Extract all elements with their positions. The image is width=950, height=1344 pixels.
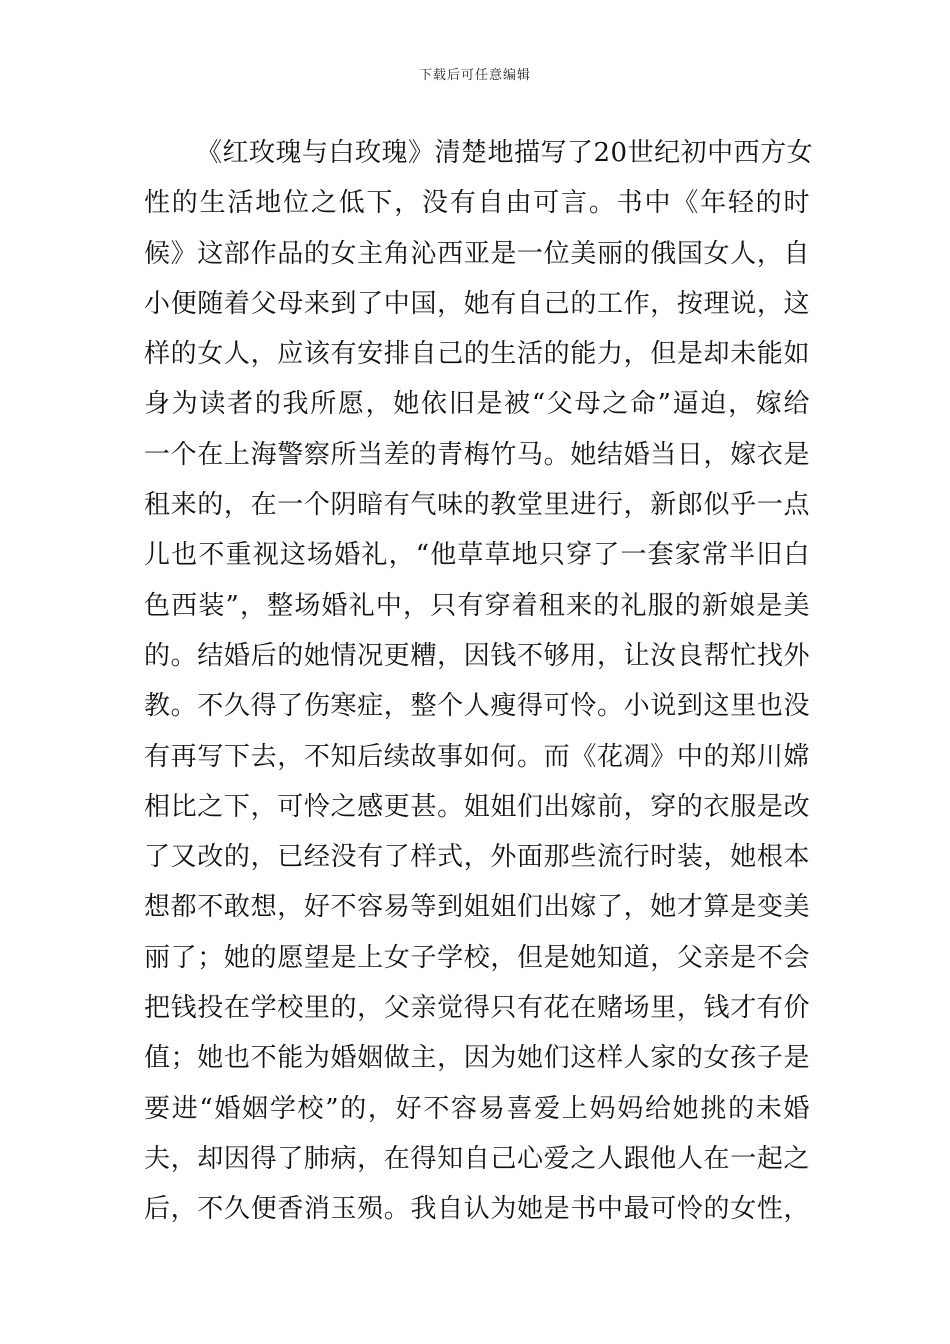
text-line: 了又改的，已经没有了样式，外面那些流行时装，她根本 bbox=[144, 842, 810, 873]
text-line: 丽了；她的愿望是上女子学校，但是她知道，父亲是不会 bbox=[144, 942, 810, 973]
text-line: 把钱投在学校里的，父亲觉得只有花在赌场里，钱才有价 bbox=[144, 993, 810, 1024]
text-line: 色西装”，整场婚礼中，只有穿着租来的礼服的新娘是美 bbox=[144, 590, 810, 621]
text-line: 夫，却因得了肺病，在得知自己心爱之人跟他人在一起之 bbox=[144, 1143, 810, 1174]
text-line: 的。结婚后的她情况更糟，因钱不够用，让汝良帮忙找外 bbox=[144, 640, 810, 671]
text-line: 性的生活地位之低下，没有自由可言。书中《年轻的时 bbox=[144, 188, 810, 219]
text-line: 想都不敢想，好不容易等到姐姐们出嫁了，她才算是变美 bbox=[144, 892, 810, 923]
text-line: 相比之下，可怜之感更甚。姐姐们出嫁前，穿的衣服是改 bbox=[144, 791, 810, 822]
text-line: 身为读者的我所愿，她依旧是被“父母之命”逼迫，嫁给 bbox=[144, 389, 810, 420]
page-header: 下载后可任意编辑 bbox=[418, 68, 531, 83]
text-line: 后，不久便香消玉殒。我自认为她是书中最可怜的女性， bbox=[144, 1194, 810, 1225]
text-line: 值；她也不能为婚姻做主，因为她们这样人家的女孩子是 bbox=[144, 1043, 810, 1074]
text-line: 《红玫瑰与白玫瑰》清楚地描写了20世纪初中西方女 bbox=[196, 138, 814, 168]
text-line: 要进“婚姻学校”的，好不容易喜爱上妈妈给她挑的未婚 bbox=[144, 1093, 810, 1124]
text-line: 儿也不重视这场婚礼，“他草草地只穿了一套家常半旧白 bbox=[144, 540, 810, 571]
text-line: 租来的，在一个阴暗有气味的教堂里进行，新郎似乎一点 bbox=[144, 490, 810, 521]
text-line: 小便随着父母来到了中国，她有自己的工作，按理说，这 bbox=[144, 288, 810, 319]
text-line: 一个在上海警察所当差的青梅竹马。她结婚当日，嫁衣是 bbox=[144, 439, 810, 470]
text-line: 候》这部作品的女主角沁西亚是一位美丽的俄国女人，自 bbox=[144, 238, 810, 269]
text-line: 样的女人，应该有安排自己的生活的能力，但是却未能如 bbox=[144, 339, 810, 370]
text-line: 有再写下去，不知后续故事如何。而《花凋》中的郑川嫦 bbox=[144, 741, 810, 772]
body-paragraph bbox=[144, 128, 814, 1235]
text-line: 教。不久得了伤寒症，整个人瘦得可怜。小说到这里也没 bbox=[144, 691, 810, 722]
